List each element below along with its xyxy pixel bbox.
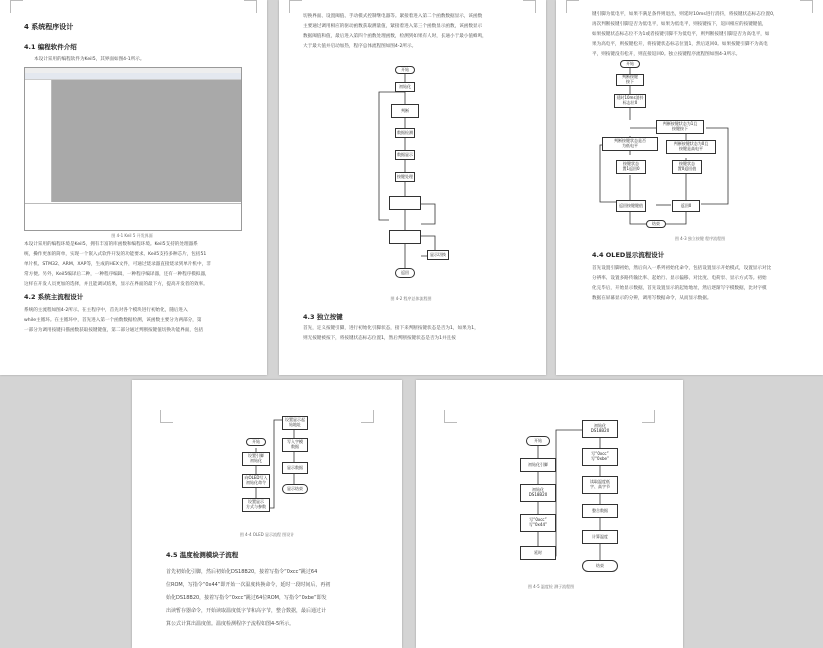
paragraph: 切换界面、设置阈值、手动模式控制继电器等。紧接着进入第二个函数数据显示，该函数 主要通过调用相应的驱动函数获取测量值，紧接着进入第三个函数显示函数，该函数显示 数据阈值和值，最后进入第四个函数处理函数，检测到如果有人时，长通小于最小值蜂鸣， 大于最大值并启动加热，程序总体流程图如图4-2所示。 [303,14,487,49]
flow-node-end: 显示结束 [282,484,308,494]
flow-node-ret4: 返回0 [672,200,700,212]
flow-node: 显示数据 [282,462,308,474]
crop-mark [244,0,257,13]
flow-node-switch: 显示切换 [427,250,449,260]
flow-node: 设置引脚 初始化 [242,452,270,466]
flow-node-decision [389,230,421,244]
document-page-3 [556,0,823,375]
section-heading: 4.5 温度检测模块子流程 [166,551,239,559]
document-page-2 [279,0,546,375]
figure-caption: 图 4-3 独立按键 程序流程图 [674,236,726,241]
figure-caption: 图 4-1 Keil 5 开发界面 [111,233,153,238]
flowchart-connectors [556,0,823,375]
paragraph: 系统的主流程如图4-2所示。在主程序中，首先对各个模块进行初始化，随后进入 while主循环。在主循环中，首先进入第一个函数数据检测，该函数主要分为两部分，第 一部分为调用按键扫描函数获取按键键值，第二部分通过判断按键值切换功能界面，包括 [24,308,204,333]
flow-node-decision [389,196,421,210]
crop-mark [10,0,23,13]
flow-node-detect: 数据检测 [395,128,415,138]
flow-node-end: 结束 [646,220,666,228]
flow-node: 计算温度 [582,530,618,544]
flow-node-key: 按键处理 [395,172,415,182]
flow-node: 整合数据 [582,504,618,518]
paragraph: 本设计采用的编程环境是Keil5，拥有丰富的库函数和编程环境。Keil5支持的处理器系 统，操作更加的简单，实现一个嵌入式软件开发的功能要求。Keil5支持多种芯片，包括51 单片机、STM32、ARM、XAP等，生成的HEX文件，可通过烧录器直接烧录到单片机中，非 常方便。另外，Keil5编译后二种，一种程序编辑，一种程序编译器，还有一种程序模拟器， 这样在开发人员更加的选择，并且能调试结果，显示在界面的最下方，提高开发者的效率。 [24,242,211,287]
figure-caption: 图 4-5 温度检 测子流程图 [527,584,575,589]
keil-screenshot [24,67,242,231]
flow-node-ret2: 按键状态 置0返回值 [672,160,702,174]
tool-bar [25,73,241,80]
paragraph: 首先初始化引脚，然后初始化DS18B20，接着写指令“0xcc”跳过64 位ROM，写指令“0x44”即开始一次温度转换命令，延时一段时间后，再初 始化DS18B20，接着写指令“0xcc”跳过64位ROM，写指令“0xbe”即发 出读暂存器命令，开始读取温度低字节和高字节，整合数据，最后通过计 算公式计算出温度值。温度检测程序子流程如图4-5所示。 [166,569,331,627]
editor-area [52,80,241,202]
section-heading: 4.4 OLED显示流程设计 [592,251,665,259]
document-page-1 [0,0,267,375]
flow-node-start: 开始 [620,60,640,68]
flow-node-cond1: 判断按键状态为1且 按键按下 [656,120,704,134]
flow-node-return: 返回 [395,268,415,278]
flow-node-cond3: 判断按键状态为0且 按键是高电平 [666,140,716,154]
figure-caption: 图 4-4 OLED 显示流程 图设计 [239,532,295,537]
flow-node-init: 初始化 [395,82,415,92]
flow-node-cond2: 判断按键状态是否 为低电平 [602,137,658,151]
flow-node-judge: 判断 [391,104,419,118]
section-heading: 4.3 独立按键 [303,313,343,321]
flow-node: 初始化 DS18B20 [582,420,618,438]
build-output [25,203,241,229]
flow-node-start: 开始 [526,436,550,446]
paragraph: 首先设置引脚初始，然后向入一系列初始化命令，包括设置显示开始模式，设置显示对比 分辨率、设置多路传输比率、起始行、显示偏移、对比度、电荷泵、显示方式等。初始 化完毕后，开始显示数据，首先设置显示的起始地址，然后逐渐写字模数据，比对字模 数据在屏幕显示的分辨，调用写数据命令，从而显示数据。 [592,266,772,301]
flow-node-start: 开始 [246,438,266,446]
section-heading: 4.2 系统主流程设计 [24,293,84,301]
flow-node: 延时 [520,546,556,560]
chapter-heading: 4 系统程序设计 [24,23,74,31]
document-page-5 [416,380,683,648]
flow-node-init: 判断按键 按下 [616,74,644,86]
flow-node: 写“0xcc” 写“0xbe” [582,448,618,466]
paragraph: 本设计采用的编程软件为Keil5，其界面如图4-1所示。 [34,57,145,62]
paragraph: 键引脚为低电平，如果不满足条件则退出，则延时10ms进行消抖，将按键状态标志位置0， 再次判断按键引脚是否为低电平，如果为低电平，则按键按下，返回相应的按键键值， 如果按键状态标志位不为1或者按键引脚不为低电平，则判断按键引脚是否为高电平，如 果为高电平，则按键松开，将按键状态标志位置1，然后返回0。如果按键引脚不为高电 平，则按键没有松开，则直接返回0。独立按键程序流程图如图4-3所示。 [592,12,778,57]
figure-caption: 图 4-2 程序总体流程图 [390,296,432,301]
flow-node: 设置显示 方式与参数 [242,498,270,512]
flow-node: 向OLED写入 初始化命令 [242,474,270,488]
document-page-4 [132,380,402,648]
flow-node: 读取温度低 字、高字节 [582,476,618,494]
flow-node: 初始化 DS18B20 [520,484,556,502]
flow-node-ret1: 按键状态 置1返回0 [616,160,646,174]
flow-node: 写入字模 数据 [282,438,308,452]
flow-node-end: 结束 [582,560,618,572]
flow-node: 写“0xcc” 写“0x44” [520,514,556,532]
flow-node-start: 开始 [395,66,415,74]
project-panel [25,80,52,202]
flow-node-delay: 延时10ms消抖 标志位0 [614,94,646,108]
flow-node-ret3: 返回按键键值 [616,200,646,212]
paragraph: 首先，定义按键引脚，进行初始化引脚状态，接下来判断按键状态是否为1，如果为1， 则无按键被按下，将按键状态标志位置1，然后判断按键状态是否为1并且按 [303,326,479,341]
flow-node: 初始化引脚 [520,458,556,472]
section-heading: 4.1 编程软件介绍 [24,43,77,51]
flow-node-display: 数据显示 [395,150,415,160]
flow-node: 设置显示起 始地址 [282,416,308,430]
